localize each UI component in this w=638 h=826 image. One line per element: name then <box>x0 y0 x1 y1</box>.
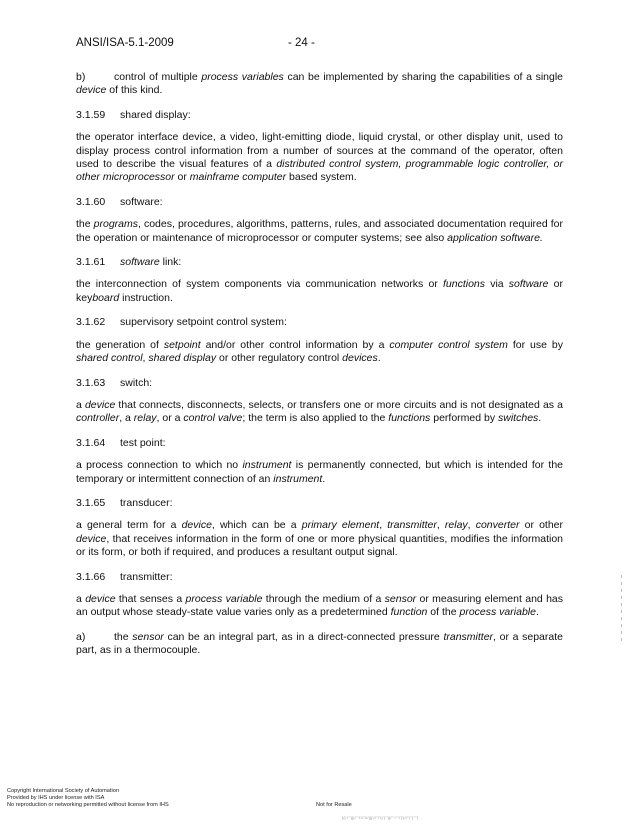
italic-term: shared control <box>76 352 143 365</box>
text-run: . <box>377 352 381 365</box>
clause-number: 3.1.64 <box>76 436 106 449</box>
text-run: a general term for a <box>76 519 182 532</box>
text-run: performed by <box>430 412 499 425</box>
text-run: transmitter: <box>120 570 173 583</box>
text-run: control of multiple <box>114 71 202 83</box>
italic-term: shared display <box>148 352 217 365</box>
document-body <box>76 71 563 669</box>
footer-reproduction-line: No reproduction or networking permitted without license from IHS <box>7 802 169 808</box>
text-run: that connects, disconnects, selects, or transfers one or more circuits and is not designated as a <box>115 398 563 411</box>
text-run: supervisory setpoint control system: <box>120 316 287 329</box>
italic-term: sensor <box>132 630 164 643</box>
text-run: , or a separate part, as in a thermocouple. <box>76 630 563 657</box>
italic-term: distributed control system, programmable logic controller, or other microprocessor <box>76 158 563 184</box>
italic-term: devices <box>342 352 378 365</box>
text-run: test point: <box>120 436 166 449</box>
italic-term: mainframe computer <box>189 171 287 184</box>
italic-term: device <box>84 398 116 411</box>
text-run: for use by <box>507 338 563 351</box>
list-item <box>76 71 563 98</box>
text-run: through the medium of a <box>262 592 385 605</box>
text-run: , a <box>119 412 134 425</box>
footer-copyright-line: Copyright International Society of Automation <box>7 788 119 794</box>
header-page-number: - 24 - <box>288 37 315 49</box>
term-heading <box>76 377 563 390</box>
text-run: or other <box>519 519 564 532</box>
term-heading <box>76 316 563 329</box>
term-heading <box>76 109 563 122</box>
italic-term: sensor <box>384 592 417 605</box>
text-run: switch: <box>120 376 153 389</box>
term-heading <box>76 256 563 269</box>
text-run: instruction. <box>119 291 173 304</box>
list-item-letter: a) <box>76 630 86 643</box>
text-run: a process connection to which no <box>76 459 243 472</box>
text-run: the operator interface device, a video, light-emitting diode, liquid crystal, or other display unit, used to display process control information from a number of sources at the command of the operator, often used to describe the visual features of a <box>76 131 563 171</box>
text-run: and/or other control information by a <box>200 338 390 351</box>
italic-term: primary element <box>301 519 380 532</box>
italic-term: device <box>76 84 107 97</box>
text-run: or other regulatory control <box>216 352 343 365</box>
list-item-letter: b) <box>76 71 86 83</box>
text-run: , codes, procedures, algorithms, patterns, rules, and associated documentation required for the operation or maintenance of microprocessor or computer systems; see also <box>76 218 563 244</box>
italic-term: transmitter <box>387 519 437 532</box>
text-run: , that receives information in the form of one or more physical quantities, modifies the information or its form, or both if required, and produces a resultant output signal. <box>76 532 563 559</box>
text-run: or key <box>76 278 563 304</box>
footer-license-line: Provided by IHS under license with ISA <box>7 795 105 801</box>
text-run: the interconnection of system components via communication networks or <box>76 278 443 291</box>
text-run: can be an integral part, as in a direct-connected pressure <box>163 630 444 643</box>
footer-tracking-code: |/|'/'''|||/'''/'//'///|||'//''/'/|'|'''||/'''/'''/'|'|//''/''|''''| <box>342 815 419 820</box>
italic-term: device <box>85 592 116 605</box>
clause-number: 3.1.59 <box>76 108 106 121</box>
italic-term: process variable <box>459 606 536 619</box>
italic-term: functions <box>388 412 431 425</box>
italic-term: device <box>76 532 107 545</box>
definition-text <box>76 519 563 559</box>
italic-term: transmitter <box>443 630 494 643</box>
italic-term: software <box>508 278 549 291</box>
italic-term: function <box>390 606 428 619</box>
text-run: , <box>379 519 388 532</box>
text-run: , which can be a <box>211 519 302 532</box>
italic-term: programs <box>93 218 138 231</box>
italic-term: application software. <box>447 231 543 244</box>
margin-marks <box>619 575 623 645</box>
definition-text <box>76 593 563 620</box>
clause-number: 3.1.65 <box>76 496 106 509</box>
italic-term: setpoint <box>163 338 201 351</box>
definition-text <box>76 459 563 486</box>
text-run: software: <box>120 195 163 208</box>
italic-term: instrument <box>273 472 323 485</box>
italic-term: software <box>120 256 160 269</box>
term-heading <box>76 437 563 450</box>
text-run: . <box>322 472 326 485</box>
term-heading <box>76 571 563 584</box>
term-heading <box>76 497 563 510</box>
text-run: shared display: <box>120 108 191 121</box>
clause-number: 3.1.60 <box>76 195 106 208</box>
italic-term: process variable <box>185 592 263 605</box>
text-run: of this kind. <box>106 84 163 97</box>
italic-term: process variables <box>201 71 284 83</box>
italic-term: instrument <box>242 459 292 472</box>
text-run: the <box>114 630 133 643</box>
text-run: , or a <box>156 412 184 425</box>
definition-text <box>76 131 563 185</box>
text-run: a <box>76 398 85 411</box>
italic-term: computer control system <box>389 338 508 351</box>
definition-text <box>76 399 563 426</box>
header-standard-id: ANSI/ISA-5.1-2009 <box>76 37 174 49</box>
text-run: . <box>535 606 539 619</box>
definition-text <box>76 278 563 305</box>
definition-text <box>76 218 563 245</box>
not-for-resale-label: Not for Resale <box>316 802 352 808</box>
text-run: based system. <box>286 171 357 184</box>
text-run: of the <box>427 606 460 619</box>
italic-term: relay <box>133 412 157 425</box>
text-run: or <box>174 171 190 184</box>
text-run: link: <box>159 256 182 269</box>
text-run: can be implemented by sharing the capabilities of a single <box>283 71 564 83</box>
text-run: , <box>142 352 149 365</box>
text-run: or measuring element and has an output whose steady-state value varies only as a predetermined <box>76 592 564 619</box>
text-run: that senses a <box>115 592 186 605</box>
text-run: the generation of <box>76 338 164 351</box>
definition-text <box>76 339 563 366</box>
clause-number: 3.1.66 <box>76 570 106 583</box>
text-run: via <box>485 278 509 291</box>
italic-term: board <box>92 291 120 304</box>
italic-term: switches <box>498 412 539 425</box>
italic-term: control valve <box>183 412 243 425</box>
text-run: , <box>467 519 476 532</box>
italic-term: controller <box>76 412 120 425</box>
text-run: ; the term is also applied to the <box>242 412 389 425</box>
term-heading <box>76 196 563 209</box>
list-item <box>76 631 563 658</box>
text-run: the <box>76 218 94 231</box>
text-run: . <box>538 412 542 425</box>
text-run: transducer: <box>120 496 173 509</box>
text-run: a <box>76 592 86 605</box>
clause-number: 3.1.62 <box>76 316 106 329</box>
italic-term: relay <box>444 519 468 532</box>
italic-term: converter <box>475 519 520 532</box>
clause-number: 3.1.61 <box>76 256 106 269</box>
text-run: is permanently connected, but which is intended for the temporary or intermittent connection of an <box>76 459 563 485</box>
clause-number: 3.1.63 <box>76 376 106 389</box>
copyright-footer <box>7 788 169 809</box>
text-run: , <box>436 519 445 532</box>
italic-term: functions <box>442 278 486 291</box>
italic-term: device <box>181 519 212 532</box>
